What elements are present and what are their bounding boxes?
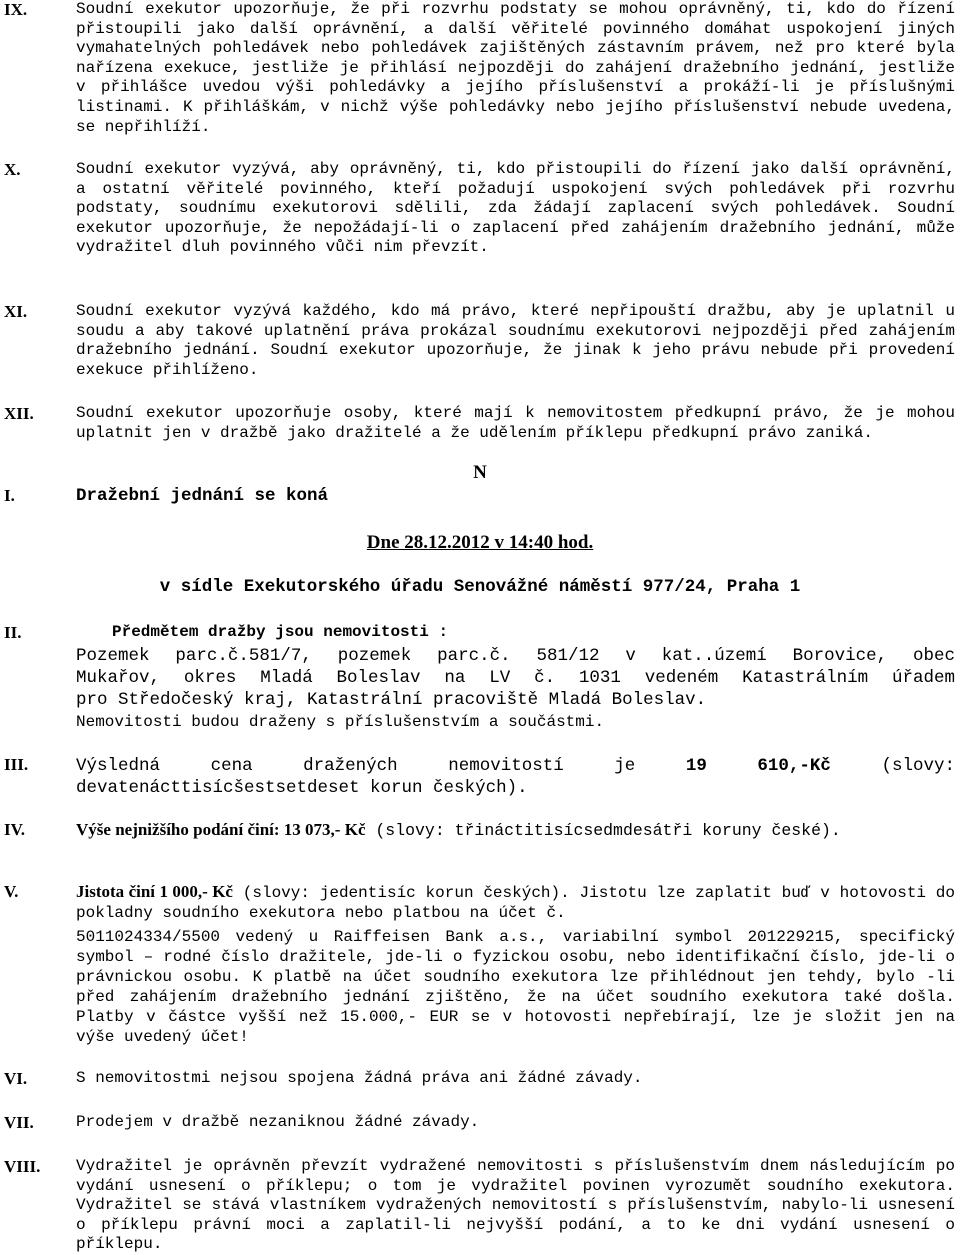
section-number: VII.: [4, 1113, 34, 1132]
price-line: [76, 755, 955, 777]
section-text: Soudní exekutor vyzývá, aby oprávněný, ti, kdo přistoupili do řízení jako další oprávnění, a ostatní věřitelé povinného, kteří požadují uspokojení svých pohledávek při rozvrhu podstaty, soudnímu exekutorovi sdělili, zda žádají zaplacení svých pohledávek. Soudní exekutor upozorňuje, že nepožádají-li o zaplacení před zahájením dražebního jednání, může vydražitel dluh povinného vůči nim převzít.: [76, 160, 955, 257]
subject-heading: Předmětem dražby jsou nemovitosti :: [112, 623, 449, 641]
price-suffix: (slovy:: [881, 756, 955, 776]
deposit-text-1: (slovy: jedentisíc korun českých). Jistotu lze zaplatit buď v hotovosti do pokladny soudního exekutora nebo platbou na účet č.: [76, 884, 955, 922]
takeover-text: Vydražitel je oprávněn převzít vydražené nemovitosti s příslušenstvím dnem následujícím po vydání usnesení o příklepu; o tom je vydražitel povinen vyrozumět soudního exekutora. Vydražitel se stává vlastníkem vydražených nemovitostí s příslušenstvím, nabylo-li usnesení o příklepu právní moci a zaplatil-li nejvyšší podání, a to ke dni vydání usnesení o příklepu.: [76, 1157, 955, 1254]
section-number: VIII.: [4, 1157, 41, 1176]
deposit-text: [76, 882, 955, 1047]
min-bid-text: [76, 820, 955, 842]
section-number: XII.: [4, 404, 34, 423]
section-number: I.: [4, 486, 15, 505]
subject-line-4: Nemovitosti budou draženy s příslušenstvím a součástmi.: [76, 713, 605, 731]
section-number: III.: [4, 755, 29, 774]
deposit-text-2: 5011024334/5500 vedený u Raiffeisen Bank a.s., variabilní symbol 201229215, specifický symbol – rodné číslo dražitele, jde-li o fyzickou osobu, nebo identifikační číslo, jde-li o právnickou osobu. K platbě na účet soudního exekutora lze přihlédnout jen tehdy, bylo -li před zahájením dražebního jednání zjištěno, že na účet soudního exekutora také došla. Platby v částce vyšší než 15.000,- EUR se v hotovosti nepřebírají, lze je složit jen na výše uvedený účet!: [76, 928, 955, 1046]
section-text: Soudní exekutor upozorňuje osoby, které mají k nemovitostem předkupní právo, že je mohou uplatnit jen v dražbě jako dražitelé a že udělením příklepu předkupní právo zaniká.: [76, 404, 955, 442]
min-bid-words: (slovy: třináctitisícsedmdesátři koruny české).: [375, 821, 841, 840]
subject-line-1: Pozemek parc.č.581/7, pozemek parc.č. 581/12 v kat..území Borovice, obec: [76, 646, 955, 666]
section-number: VI.: [4, 1069, 28, 1088]
section-number: IX.: [4, 0, 28, 19]
section-number: X.: [4, 160, 21, 179]
section-number: II.: [4, 623, 22, 642]
section-number: IV.: [4, 820, 25, 839]
section-text: Soudní exekutor vyzývá každého, kdo má právo, které nepřipouští dražbu, aby je uplatnil u soudu a aby takové uplatnění práva prokázal soudnímu exekutorovi nejpozději před zahájením dražebního jednání. Soudní exekutor upozorňuje, že jinak k jeho právu nebude při provedení exekuce přihlíženo.: [76, 302, 955, 379]
price-amount: 19 610,-Kč: [685, 756, 831, 776]
auction-place: v sídle Exekutorského úřadu Senovážné náměstí 977/24, Praha 1: [159, 577, 801, 597]
section-text: Soudní exekutor upozorňuje, že při rozvrhu podstaty se mohou oprávněný, ti, kdo do řízení přistoupili jako další oprávnění, a další věřitelé povinného domáhat uspokojení jiných vymahatelných pohledávek nebo pohledávek zajištěných zástavním právem, než pro které byla nařízena exekuce, jestliže je přihlásí nejpozději do zahájení dražebního jednání, jestliže v přihlášce uvedou výši pohledávky a jejího příslušenství a prokáží-li je příslušnými listinami. K přihláškám, v nichž výše pohledávky nebo jejího příslušenství nebude uvedena, se nepřihlíží.: [76, 0, 955, 136]
price-words: devatenácttisícšestsetdeset korun českých).: [76, 778, 528, 798]
subject-text: [76, 645, 955, 733]
section-number: V.: [4, 882, 19, 901]
subject-line-2: Mukařov, okres Mladá Boleslav na LV č. 1031 vedeném Katastrálním úřadem: [76, 668, 955, 688]
auction-date: Dne 28.12.2012 v 14:40 hod.: [366, 532, 594, 553]
defects-text: Prodejem v dražbě nezaniknou žádné závady.: [76, 1113, 480, 1131]
min-bid-label: Výše nejnižšího podání činí: 13 073,- Kč: [76, 820, 366, 839]
subject-line-3: pro Středočeský kraj, Katastrální pracoviště Mladá Boleslav.: [76, 690, 707, 710]
n-heading: N: [473, 462, 487, 483]
auction-heading: Dražební jednání se koná: [76, 486, 329, 506]
price-prefix: Výsledná cena dražených nemovitostí je: [76, 756, 636, 776]
deposit-label: Jistota činí 1 000,- Kč: [76, 882, 233, 901]
rights-text: S nemovitostmi nejsou spojena žádná práva ani žádné závady.: [76, 1069, 643, 1087]
section-number: XI.: [4, 302, 28, 321]
price-text: [76, 755, 955, 799]
